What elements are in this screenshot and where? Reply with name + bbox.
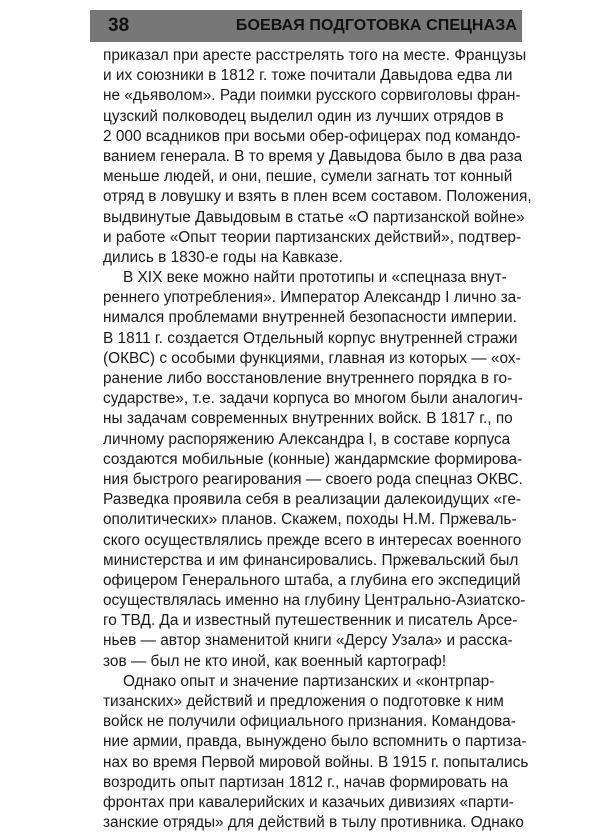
text-line: ополитических» планов. Скажем, походы Н.М. Пржеваль- (103, 511, 517, 529)
text-line: офицером Генерального штаба, а глубина его экспедиций (103, 571, 521, 589)
paragraph-2 (103, 268, 526, 672)
text-line: В XIX веке можно найти прототипы и «спецназа внут- (123, 269, 507, 287)
text-line: Однако опыт и значение партизанских и «контрпар- (123, 672, 495, 690)
text-line: ванием генерала. В то время у Давыдова было в два раза (103, 147, 523, 165)
paragraph-3 (103, 672, 529, 833)
text-line: ского осуществлялись прежде всего в интересах военного (103, 531, 522, 549)
text-line: нах во время Первой мировой войны. В 1915 г. попытались (103, 753, 529, 771)
text-line: (ОКВС) с особыми функциями, главная из которых — «ох- (103, 349, 521, 367)
text-line: ньев — автор знаменитой книги «Дерсу Узала» и расска- (103, 632, 513, 650)
text-line: личному распоряжению Александра I, в составе корпуса (103, 430, 511, 448)
text-line: фронтах при кавалерийских и казачьих дивизиях «парти- (103, 793, 514, 811)
text-line: и их союзники в 1812 г. тоже почитали Давыдова едва ли (103, 67, 513, 85)
text-line: меньше людей, и они, пешие, сумели загнать тот конный (103, 168, 513, 186)
text-line: ны задачам современных внутренних войск. В 1817 г., по (103, 410, 513, 428)
text-line: и работе «Опыт теории партизанских действий», подтвер- (103, 228, 522, 246)
text-line: министерства и им финансировались. Пржевальский был (103, 551, 519, 569)
text-line: дились в 1830-е годы на Кавказе. (103, 248, 343, 266)
text-line: реннего употребления». Император Александр I лично за- (103, 289, 522, 307)
text-line: войск не получили официального признания. Командова- (103, 713, 516, 731)
running-title: БОЕВАЯ ПОДГОТОВКА СПЕЦНАЗА (235, 17, 517, 34)
text-line: тизанских» действий и предложения о подготовке к ним (103, 693, 504, 710)
text-line: цузский полководец выделил один из лучших отрядов в (103, 107, 504, 125)
text-line: создаются мобильные (конные) жандармские формирова- (103, 450, 523, 468)
page-number: 38 (108, 15, 130, 36)
text-line: ранение либо восстановление внутреннего порядка в го- (103, 370, 513, 387)
text-line: сударстве», т.е. задачи корпуса во многом были аналогич- (103, 390, 523, 408)
text-line: возродить опыт партизан 1812 г., начав формировать на (103, 773, 509, 791)
paragraph-1 (103, 46, 532, 268)
text-line: отряд в ловушку и взять в плен всем составом. Положения, (103, 188, 532, 206)
text-line: В 1811 г. создается Отдельный корпус внутренней стражи (103, 329, 518, 347)
text-line: занские отряды» для действий в тылу противника. Однако (103, 814, 524, 832)
body-text (103, 46, 532, 833)
text-line: не «дьяволом». Ради поимки русского сорвиголовы фран- (103, 87, 521, 105)
text-line: зов — был не кто иной, как военный картограф! (103, 652, 447, 670)
text-line: осуществлялась именно на глубину Центрально-Азиатско- (103, 592, 526, 610)
text-line: Разведка проявила себя в реализации далекоидущих «ге- (103, 491, 522, 509)
text-line: нимался проблемами внутренней безопасности империи. (103, 309, 517, 327)
text-line: ния быстрого реагирования — своего рода спецназ ОКВС. (103, 470, 523, 488)
text-line: го ТВД. Да и известный путешественник и писатель Арсе- (103, 612, 518, 630)
text-line: 2 000 всадников при восьми обер-офицерах под командо- (103, 127, 521, 145)
text-line: выдвинутые Давыдовым в статье «О партизанской войне» (103, 208, 525, 226)
text-line: ние армии, правда, вынуждено было вспомнить о партиза- (103, 733, 527, 751)
text-line: приказал при аресте расстрелять того на месте. Французы (103, 47, 527, 64)
